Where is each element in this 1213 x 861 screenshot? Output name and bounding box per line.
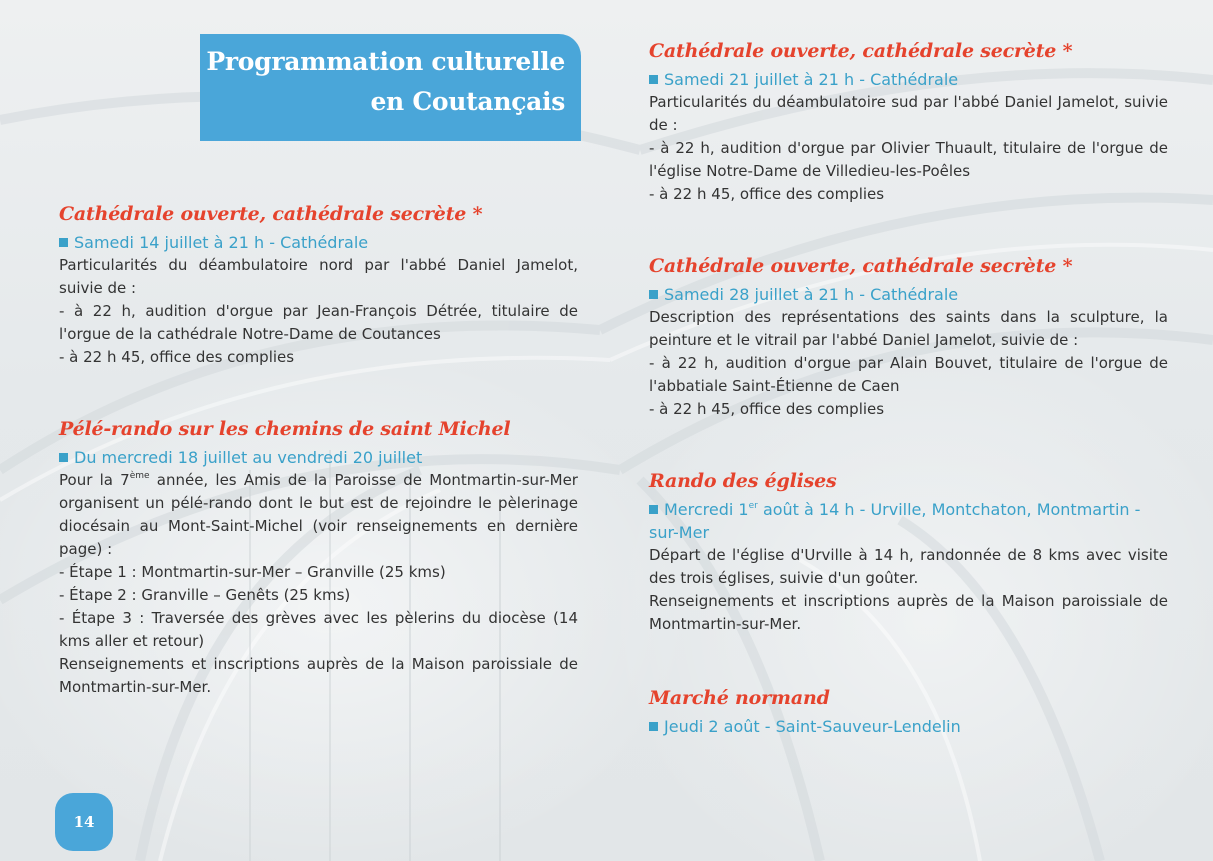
event-text: - à 22 h 45, office des complies [649,185,885,203]
event-cathedrale-14-juillet [59,201,578,369]
event-title: Cathédrale ouverte, cathédrale secrète * [649,255,1073,277]
event-text: Départ de l'église d'Urville à 14 h, randonnée de 8 kms avec visite des trois églises, suivie d'un goûter. [649,546,1168,587]
event-title: Marché normand [649,687,830,709]
event-date: Jeudi 2 août - Saint-Sauveur-Lendelin [649,715,1168,738]
event-rando-des-eglises [649,468,1168,636]
event-title: Cathédrale ouverte, cathédrale secrète * [59,203,483,225]
event-text: - à 22 h 45, office des complies [649,400,885,418]
event-text: - à 22 h 45, office des complies [59,348,295,366]
event-text: - à 22 h, audition d'orgue par Alain Bouvet, titulaire de l'orgue de l'abbatiale Saint-Étienne de Caen [649,354,1168,395]
event-date: Samedi 14 juillet à 21 h - Cathédrale [59,231,578,254]
event-text: Renseignements et inscriptions auprès de la Maison paroissiale de Montmartin-sur-Mer. [59,655,578,696]
event-cathedrale-28-juillet [649,253,1168,421]
bullet-square-icon [59,453,68,462]
event-text: - Étape 1 : Montmartin-sur-Mer – Granville (25 kms) [59,563,446,581]
event-text: Particularités du déambulatoire sud par l'abbé Daniel Jamelot, suivie de : [649,93,1168,134]
event-date: Samedi 21 juillet à 21 h - Cathédrale [649,68,1168,91]
bullet-square-icon [649,505,658,514]
event-title: Cathédrale ouverte, cathédrale secrète * [649,40,1073,62]
banner-line-1: Programmation culturelle [206,47,565,76]
page-number: 14 [55,793,113,851]
bullet-square-icon [649,75,658,84]
event-text: - Étape 2 : Granville – Genêts (25 kms) [59,586,351,604]
event-text: - à 22 h, audition d'orgue par Olivier Thuault, titulaire de l'orgue de l'église Notre-Dame de Villedieu-les-Poêles [649,139,1168,180]
bullet-square-icon [649,290,658,299]
event-text: Renseignements et inscriptions auprès de la Maison paroissiale de Montmartin-sur-Mer. [649,592,1168,633]
event-date: Du mercredi 18 juillet au vendredi 20 juillet [59,446,578,469]
event-text: - Étape 3 : Traversée des grèves avec les pèlerins du diocèse (14 kms aller et retour) [59,609,578,650]
event-text: Pour la 7ème année, les Amis de la Paroisse de Montmartin-sur-Mer organisent un pélé-rando dont le but est de rejoindre le pèlerinage diocésain au Mont-Saint-Michel (voir renseignements en dernière page) : [59,471,578,558]
event-marche-normand [649,685,1168,738]
event-title: Rando des églises [649,470,837,492]
event-text: Description des représentations des saints dans la sculpture, la peinture et le vitrail par l'abbé Daniel Jamelot, suivie de : [649,308,1168,349]
bullet-square-icon [649,722,658,731]
event-pele-rando [59,416,578,699]
bullet-square-icon [59,238,68,247]
event-cathedrale-21-juillet [649,38,1168,206]
banner-line-2: en Coutançais [370,87,565,116]
event-text: - à 22 h, audition d'orgue par Jean-François Détrée, titulaire de l'orgue de la cathédrale Notre-Dame de Coutances [59,302,578,343]
event-text: Particularités du déambulatoire nord par l'abbé Daniel Jamelot, suivie de : [59,256,578,297]
event-date: Mercredi 1er août à 14 h - Urville, Montchaton, Montmartin -sur-Mer [649,500,1141,542]
section-banner [200,34,581,141]
event-title: Pélé-rando sur les chemins de saint Michel [59,418,511,440]
event-date: Samedi 28 juillet à 21 h - Cathédrale [649,283,1168,306]
